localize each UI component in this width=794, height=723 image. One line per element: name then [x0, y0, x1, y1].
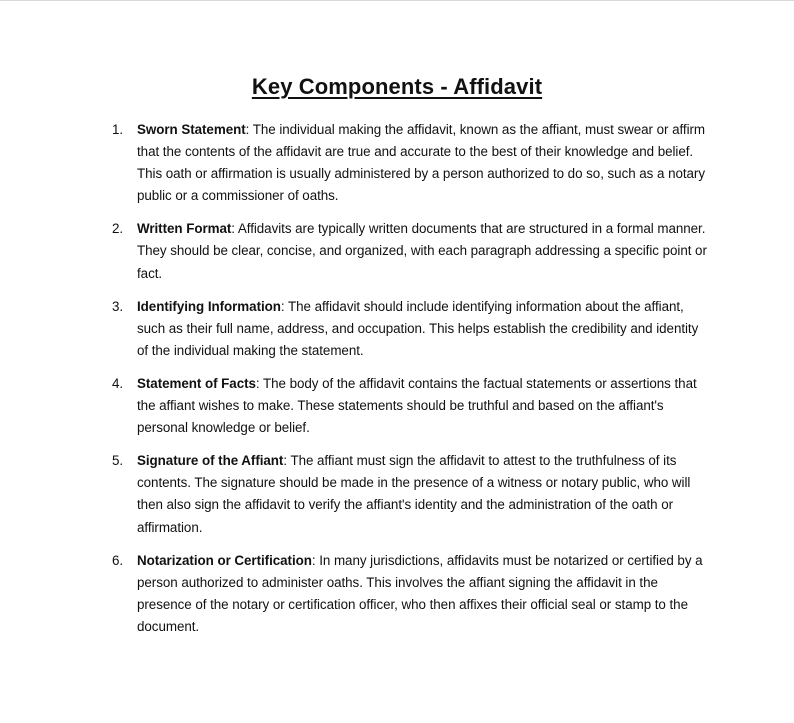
list-item-number: 2. [112, 221, 124, 237]
list-item-signature-of-affiant [112, 450, 712, 538]
list-item-text: : The body of the affidavit contains the factual statements or assertions that the affiant wishes to make. These statements should be truthful and based on the affiant's personal knowledge or belief. [137, 375, 697, 436]
list-item-term: Written Format [137, 221, 232, 237]
list-item-term: Notarization or Certification [137, 552, 312, 568]
list-item-text: : The affiant must sign the affidavit to attest to the truthfulness of its contents. The signature should be made in the presence of a witness or notary public, who will then also sign the affidavit to verify the affiant's identity and the administration of the oath or affirmation. [137, 453, 691, 535]
list-item-term: Statement of Facts [137, 375, 256, 391]
list-item-written-format [112, 218, 712, 284]
list-item-text: : In many jurisdictions, affidavits must be notarized or certified by a person authorized to administer oaths. This involves the affiant signing the affidavit in the presence of the notary or certification officer, who then affixes their official seal or stamp to the document. [137, 552, 703, 634]
list-item-notarization-or-certification [112, 550, 712, 638]
list-item-statement-of-facts [112, 373, 712, 439]
list-item-text: : Affidavits are typically written documents that are structured in a formal manner. They should be clear, concise, and organized, with each paragraph addressing a specific point or fact. [137, 221, 707, 281]
document-title: Key Components - Affidavit [251, 74, 543, 99]
list-item-term: Signature of the Affiant [137, 453, 284, 469]
list-item-number: 6. [112, 552, 124, 568]
list-item-term: Sworn Statement [137, 122, 246, 137]
list-item-identifying-information [112, 296, 712, 362]
list-item-text: : The affidavit should include identifying information about the affiant, such as their full name, address, and occupation. This helps establish the credibility and identity of the individual making the statement. [137, 298, 699, 358]
list-item-number: 5. [112, 453, 124, 469]
list-item-sworn-statement [112, 119, 712, 207]
list-item-number: 4. [112, 375, 124, 391]
list-item-term: Identifying Information [137, 298, 281, 314]
list-item-number: 1. [112, 122, 124, 137]
list-item-number: 3. [112, 298, 124, 314]
list-item-text: : The individual making the affidavit, known as the affiant, must swear or affirm that the contents of the affidavit are true and accurate to the best of their knowledge and belief. This oath or affirmation is usually administered by a person authorized to do so, such as a notary public or a commissioner of oaths. [137, 122, 706, 204]
components-list [112, 119, 712, 649]
